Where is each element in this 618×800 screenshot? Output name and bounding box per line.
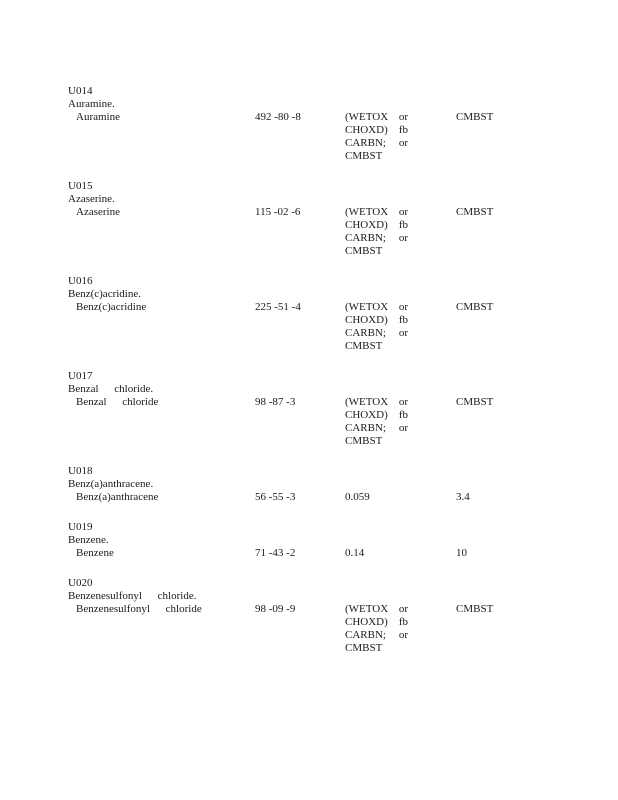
waste-entry <box>68 370 538 448</box>
waste-entry <box>68 85 538 163</box>
wastewater-standard-word: (WETOX <box>345 111 389 123</box>
constituent-row <box>68 547 538 560</box>
constituent-name: Benz(a)anthracene <box>76 491 159 503</box>
wastewater-standard-word: CMBST <box>345 150 383 162</box>
wastewater-standard-line <box>345 642 408 655</box>
wastewater-standard-word: or <box>398 232 408 244</box>
constituent-name: Benzene <box>76 547 114 559</box>
constituent-name: Benzal chloride <box>76 396 159 408</box>
wastewater-standard-line <box>345 340 408 353</box>
wastewater-standard-word: 0.14 <box>345 547 365 559</box>
nonwastewater-standard: 3.4 <box>456 491 470 503</box>
waste-description: Auramine. <box>68 98 115 110</box>
wastewater-standard-word: CHOXD) <box>345 616 388 628</box>
constituent-name: Benz(c)acridine <box>76 301 147 313</box>
wastewater-standard-word: (WETOX <box>345 301 389 313</box>
waste-code: U019 <box>68 521 93 533</box>
waste-description: Benzal chloride. <box>68 383 154 395</box>
waste-description: Benz(a)anthracene. <box>68 478 154 490</box>
waste-code: U016 <box>68 275 93 287</box>
wastewater-standard <box>345 111 408 163</box>
wastewater-standard-line <box>345 547 408 560</box>
wastewater-standard-word: (WETOX <box>345 396 389 408</box>
wastewater-standard-line <box>345 409 408 422</box>
waste-description: Azaserine. <box>68 193 115 205</box>
constituent-name: Auramine <box>76 111 120 123</box>
constituent-row <box>68 111 538 163</box>
wastewater-standard <box>345 603 408 655</box>
wastewater-standard-word: CARBN; <box>345 422 386 434</box>
wastewater-standard-line <box>345 422 408 435</box>
wastewater-standard-word: CHOXD) <box>345 314 388 326</box>
wastewater-standard-word: or <box>398 396 408 408</box>
cas-number: 115 -02 -6 <box>255 206 301 218</box>
waste-code: U017 <box>68 370 93 382</box>
wastewater-standard-word: CHOXD) <box>345 409 388 421</box>
wastewater-standard-word: or <box>398 206 408 218</box>
wastewater-standard-line <box>345 396 408 409</box>
waste-code: U020 <box>68 577 93 589</box>
wastewater-standard-line <box>345 137 408 150</box>
cas-number: 225 -51 -4 <box>255 301 301 313</box>
constituent-row <box>68 301 538 353</box>
wastewater-standard-line <box>345 111 408 124</box>
nonwastewater-standard: CMBST <box>456 603 494 615</box>
wastewater-standard-line <box>345 491 408 504</box>
wastewater-standard-line <box>345 124 408 137</box>
wastewater-standard-word: (WETOX <box>345 603 389 615</box>
wastewater-standard-word: fb <box>398 219 408 231</box>
wastewater-standard-word: or <box>398 327 408 339</box>
nonwastewater-standard: CMBST <box>456 206 494 218</box>
waste-entry <box>68 275 538 353</box>
waste-entry <box>68 577 538 655</box>
wastewater-standard-word: CHOXD) <box>345 219 388 231</box>
waste-description: Benzene. <box>68 534 109 546</box>
cas-number: 71 -43 -2 <box>255 547 296 559</box>
nonwastewater-standard: CMBST <box>456 301 494 313</box>
wastewater-standard <box>345 396 408 448</box>
wastewater-standard-line <box>345 327 408 340</box>
wastewater-standard-word: fb <box>398 409 408 421</box>
wastewater-standard-word: CARBN; <box>345 137 386 149</box>
wastewater-standard <box>345 491 408 504</box>
nonwastewater-standard: CMBST <box>456 396 494 408</box>
wastewater-standard-word: CMBST <box>345 435 383 447</box>
treatment-standards-table <box>68 85 538 672</box>
wastewater-standard-line <box>345 616 408 629</box>
wastewater-standard-line <box>345 629 408 642</box>
waste-code: U018 <box>68 465 93 477</box>
wastewater-standard-word: or <box>398 603 408 615</box>
wastewater-standard-word: fb <box>398 314 408 326</box>
wastewater-standard <box>345 206 408 258</box>
constituent-name: Benzenesulfonyl chloride <box>76 603 202 615</box>
constituent-row <box>68 206 538 258</box>
waste-entry <box>68 521 538 560</box>
waste-entry <box>68 180 538 258</box>
wastewater-standard-line <box>345 245 408 258</box>
wastewater-standard-word: CMBST <box>345 245 383 257</box>
waste-description: Benz(c)acridine. <box>68 288 141 300</box>
wastewater-standard-line <box>345 206 408 219</box>
waste-entry <box>68 465 538 504</box>
wastewater-standard-line <box>345 314 408 327</box>
cas-number: 98 -09 -9 <box>255 603 296 615</box>
wastewater-standard-word: fb <box>398 616 408 628</box>
wastewater-standard-word: CMBST <box>345 340 383 352</box>
constituent-row <box>68 603 538 655</box>
wastewater-standard-word: 0.059 <box>345 491 370 503</box>
wastewater-standard-word: CMBST <box>345 642 383 654</box>
wastewater-standard-line <box>345 301 408 314</box>
wastewater-standard-word: fb <box>398 124 408 136</box>
wastewater-standard-line <box>345 219 408 232</box>
wastewater-standard <box>345 301 408 353</box>
wastewater-standard <box>345 547 408 560</box>
wastewater-standard-word: CARBN; <box>345 327 386 339</box>
wastewater-standard-word: or <box>398 629 408 641</box>
waste-code: U014 <box>68 85 93 97</box>
waste-code: U015 <box>68 180 93 192</box>
wastewater-standard-line <box>345 435 408 448</box>
cas-number: 98 -87 -3 <box>255 396 296 408</box>
constituent-name: Azaserine <box>76 206 120 218</box>
wastewater-standard-word: CARBN; <box>345 232 386 244</box>
wastewater-standard-word: or <box>398 111 408 123</box>
wastewater-standard-line <box>345 232 408 245</box>
constituent-row <box>68 396 538 448</box>
cas-number: 56 -55 -3 <box>255 491 296 503</box>
wastewater-standard-word: CHOXD) <box>345 124 388 136</box>
cas-number: 492 -80 -8 <box>255 111 301 123</box>
wastewater-standard-word: or <box>398 422 408 434</box>
wastewater-standard-word: or <box>398 137 408 149</box>
waste-description: Benzenesulfonyl chloride. <box>68 590 197 602</box>
wastewater-standard-line <box>345 150 408 163</box>
nonwastewater-standard: CMBST <box>456 111 494 123</box>
wastewater-standard-word: (WETOX <box>345 206 389 218</box>
constituent-row <box>68 491 538 504</box>
nonwastewater-standard: 10 <box>456 547 467 559</box>
wastewater-standard-line <box>345 603 408 616</box>
wastewater-standard-word: CARBN; <box>345 629 386 641</box>
wastewater-standard-word: or <box>398 301 408 313</box>
